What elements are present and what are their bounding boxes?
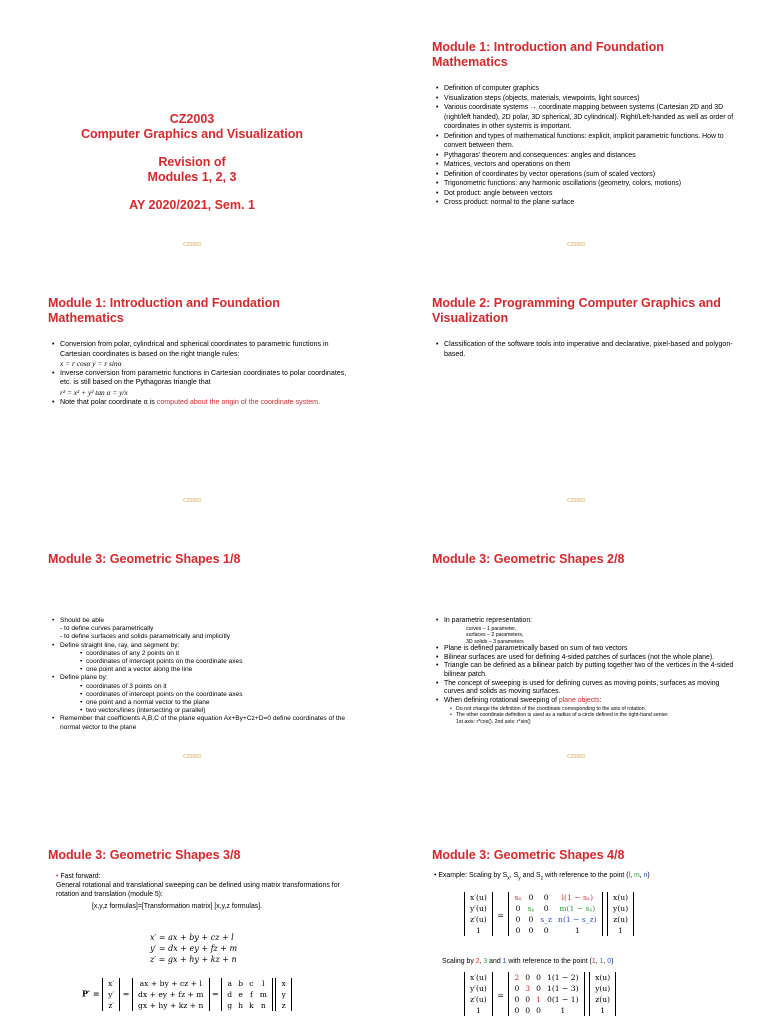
- caption-value: 2: [475, 958, 480, 965]
- matrix-bracket: x(u) y(u) z(u) 1: [607, 892, 634, 936]
- note-line: 3D solids – 3 parameters: [466, 638, 524, 645]
- note-highlight: computed about the origin of the coordinate system.: [156, 397, 321, 406]
- sub-list: [60, 683, 354, 716]
- matrix-bracket: x(u) y(u) z(u) 1: [589, 972, 616, 1016]
- sub-item: • coordinates of any 2 points on it: [78, 650, 354, 658]
- bullet-item: • Dot product: angle between vectors: [434, 189, 738, 199]
- slide-footer: CZ2003: [567, 498, 585, 504]
- bullet-item: [50, 674, 354, 715]
- bullet-text: • Define plane by:: [60, 674, 108, 682]
- bullet-item: • Visualization steps (objects, materials, viewpoints, light sources): [434, 94, 738, 104]
- bullet-item: [434, 697, 738, 725]
- matrix-expression: P′ = x′ y′ z′ = ax + by + cz + l dx + ey + fz + m gx + hy + kz + n = a b c l d e f m g h k n x y z: [82, 978, 292, 1011]
- bullet-highlight: plane objects: [558, 697, 600, 705]
- slide-module2: [384, 256, 768, 512]
- bullet-item: • Triangle can be defined as a bilinear patch by putting together two of the vertices in the 4-sided bilinear patch.: [434, 662, 738, 679]
- sub-item: • Do not change the definition of the coordinate corresponding to the axis of rotation.: [448, 706, 738, 712]
- bullet-item: • Pythagoras' theorem and consequences: angles and distances: [434, 151, 738, 161]
- caption-value: 1: [599, 958, 604, 965]
- bullet-text: • Should be able: [60, 617, 104, 624]
- course-code: CZ2003: [169, 112, 215, 126]
- slide-geometric-shapes-2: [384, 512, 768, 768]
- bullet-list: [434, 617, 738, 725]
- matrix-bracket: x′(u) y′(u) z′(u) 1: [464, 972, 493, 1016]
- revision-modules: Modules 1, 2, 3: [147, 169, 237, 184]
- polar-equation: x = r cosα y = r sinα: [60, 359, 122, 369]
- sub-item: • one point and a normal vector to the plane: [78, 699, 354, 707]
- caption-text: with reference to the point (: [506, 958, 592, 965]
- bullet-text: with reference to the point (: [543, 872, 629, 879]
- note-line: surfaces – 2 parameters,: [466, 632, 524, 639]
- caption-value: 1: [591, 958, 596, 965]
- bullet-item: • Remember that coefficients A,B,C of the plane equation Ax+By+Cz+D=0 define coordinates of the normal vector to the plane: [50, 715, 354, 731]
- bullet-list: [434, 340, 738, 359]
- sub-list: [444, 706, 738, 725]
- caption-value: 0: [607, 958, 612, 965]
- slide-geometric-shapes-1: [0, 512, 384, 768]
- slide-title: Module 3: Geometric Shapes 3/8: [48, 848, 241, 862]
- bullet-item: [434, 617, 738, 645]
- slide-module1-overview: [384, 0, 768, 256]
- point-l: l: [628, 872, 631, 879]
- bullet-line: - to define surfaces and solids parametrically and implicitly: [60, 633, 231, 641]
- scaling-matrix-general: x′(u) y′(u) z′(u) 1 = sₓ 0 0 l(1 − sₓ) 0 sᵧ 0 m(1 − sᵧ) 0 0 s_z n(1 − s_z) 0 0 0 1 x(u) y(u) z(u) 1: [464, 892, 634, 936]
- p-prime-label: P′ =: [82, 988, 100, 999]
- sub-list: [60, 650, 354, 675]
- sub-item: 1st axis: r*cos(), 2nd axis: r*sin(): [456, 718, 531, 725]
- caption-value: 1: [502, 958, 507, 965]
- caption-text: Scaling by: [442, 958, 476, 965]
- slide-title: [0, 0, 384, 256]
- bullet-text: :: [599, 697, 602, 705]
- equation: z′ = gx + hy + kz + n: [150, 955, 237, 964]
- matrix-bracket: 2 0 0 1(1 − 2) 0 3 0 1(1 − 3) 0 0 1 0(1 − 1) 0 0 0 1: [508, 972, 584, 1016]
- parameter-notes: [444, 626, 738, 645]
- sub-item: • The other coordinate definition is used as a radius of a circle defined in the right-hand sense:: [448, 712, 738, 718]
- slide-title: Module 1: Introduction and Foundation Mathematics: [48, 296, 280, 325]
- slide-module1-coordinates: [0, 256, 384, 512]
- matrix-bracket: x′(u) y′(u) z′(u) 1: [464, 892, 493, 936]
- matrix-bracket: ax + by + cz + l dx + ey + fz + m gx + hy + kz + n: [132, 978, 210, 1011]
- slide-title: Module 3: Geometric Shapes 4/8: [432, 848, 625, 862]
- bullet-item: • Conversion from polar, cylindrical and spherical coordinates to parametric functions in Cartesian coordinates is based on the right triangle rules:: [50, 340, 354, 359]
- bullet-text: • Define straight line, ray, and segment by:: [60, 641, 180, 649]
- matrix-bracket: x′ y′ z′: [102, 978, 120, 1011]
- pythagoras-equation: r² = x² + y² tan α = y/x: [60, 387, 128, 397]
- bullet-text: Fast forward:: [60, 873, 101, 880]
- point-n: n: [643, 872, 648, 879]
- revision-line: Revision of: [158, 155, 226, 169]
- bullet-item: • Matrices, vectors and operations on them: [434, 160, 738, 170]
- matrix-bracket: x y z: [275, 978, 291, 1011]
- matrix-bracket: sₓ 0 0 l(1 − sₓ) 0 sᵧ 0 m(1 − sᵧ) 0 0 s_z n(1 − s_z) 0 0 0 1: [508, 892, 602, 936]
- example-caption: Scaling by 2, 3 and 1 with reference to the point (1, 1, 0): [442, 958, 614, 965]
- bullet-item: • Fast forward:: [56, 873, 101, 880]
- sub-item: • coordinates of 3 points on it: [78, 683, 354, 691]
- bullet-list: [50, 340, 354, 407]
- bullet-item: • Definition of computer graphics: [434, 84, 738, 94]
- slide-footer: CZ2003: [567, 242, 585, 248]
- slide-footer: CZ2003: [183, 498, 201, 504]
- bullet-item: • Classification of the software tools into imperative and declarative, pixel-based and polygon-based.: [434, 340, 738, 359]
- matrix-bracket: a b c l d e f m g h k n: [221, 978, 273, 1011]
- bullet-item: • Definition of coordinates by vector operations (sum of scaled vectors): [434, 170, 738, 180]
- slide-body: [56, 872, 346, 911]
- equation: y′ = dx + ey + fz + m: [150, 944, 238, 953]
- slide-geometric-shapes-4: [384, 768, 768, 1024]
- bullet-list: [50, 617, 354, 732]
- body-text: General rotational and translational sweeping can be defined using matrix transformations for rotation and translation (module 5):: [56, 882, 340, 898]
- note-text: Note that polar coordinate α is: [60, 397, 157, 406]
- bullet-text: ): [647, 872, 650, 879]
- slide-geometric-shapes-3: [0, 768, 384, 1024]
- bullet-item: • Plane is defined parametrically based on sum of two vectors: [434, 645, 738, 654]
- slide-footer: CZ2003: [183, 242, 201, 248]
- caption-value: 3: [483, 958, 488, 965]
- bullet-item: • Bilinear surfaces are used for defining 4-sided patches of surfaces (not the whole plane).: [434, 654, 738, 663]
- course-name: Computer Graphics and Visualization: [80, 126, 304, 141]
- bullet-list: [434, 84, 738, 208]
- slide-footer: CZ2003: [567, 754, 585, 760]
- bullet-text: Example: Scaling by S: [438, 872, 508, 879]
- sub-item: • one point and a vector along the line: [78, 666, 354, 674]
- example-line: • Example: Scaling by $S_x$, $S_y$ and $S_z$ with reference to the point (l, m, n): [434, 872, 650, 882]
- point-m: m: [633, 872, 640, 879]
- slide-title: Module 1: Introduction and Foundation Mathematics: [432, 40, 664, 69]
- equation: x′ = ax + by + cz + l: [150, 933, 234, 942]
- scaling-matrix-example: x′(u) y′(u) z′(u) 1 = 2 0 0 1(1 − 2) 0 3 0 1(1 − 3) 0 0 1 0(1 − 1) 0 0 0 1 x(u) y(u) z(u) 1: [464, 972, 616, 1016]
- body-text: [x,y,z formulas]=[Transformation matrix] [x,y,z formulas].: [92, 903, 263, 910]
- bullet-item: • Inverse conversion from parametric functions in Cartesian coordinates to polar coordinates, etc. is still based on the Pythagoras triangle that: [50, 369, 354, 388]
- bullet-item: • Various coordinate systems → coordinate mapping between systems (Cartesian 2D and 3D (right/left handed), 2D polar, 3D spherical, 3D cylindrical). Right/Left-handed as well as order of coordinates in other systems is important.: [434, 103, 738, 132]
- academic-term: AY 2020/2021, Sem. 1: [129, 198, 255, 212]
- bullet-text: When defining rotational sweeping of: [444, 697, 559, 705]
- bullet-item: • Trigonometric functions: any harmonic oscillations (geometry, colors, motions): [434, 179, 738, 189]
- bullet-item: [50, 642, 354, 675]
- bullet-text: • In parametric representation:: [444, 617, 533, 624]
- bullet-item: • The concept of sweeping is used for defining curves as moving points, surfaces as moving curves and solids as moving surfaces.: [434, 680, 738, 697]
- bullet-item: [50, 398, 354, 408]
- sub-item: • two vectors/lines (intersecting or parallel): [78, 707, 354, 715]
- note-line: curves – 1 parameter,: [466, 625, 517, 632]
- bullet-item: [50, 617, 354, 642]
- slide-title: Module 3: Geometric Shapes 1/8: [48, 552, 241, 566]
- bullet-item: • Cross product: normal to the plane surface: [434, 198, 738, 208]
- slide-footer: CZ2003: [183, 754, 201, 760]
- transform-equations: [150, 932, 237, 965]
- slide-title: Module 2: Programming Computer Graphics and Visualization: [432, 296, 721, 325]
- bullet-line: - to define curves parametrically: [60, 625, 154, 633]
- slide-title: Module 3: Geometric Shapes 2/8: [432, 552, 625, 566]
- sub-item: • coordinates of intercept points on the coordinate axes: [78, 658, 354, 666]
- title-block: [0, 112, 384, 213]
- sub-item: • coordinates of intercept points on the coordinate axes: [78, 691, 354, 699]
- bullet-item: • Definition and types of mathematical functions: explicit, implicit parametric functions. How to convert between them.: [434, 132, 738, 151]
